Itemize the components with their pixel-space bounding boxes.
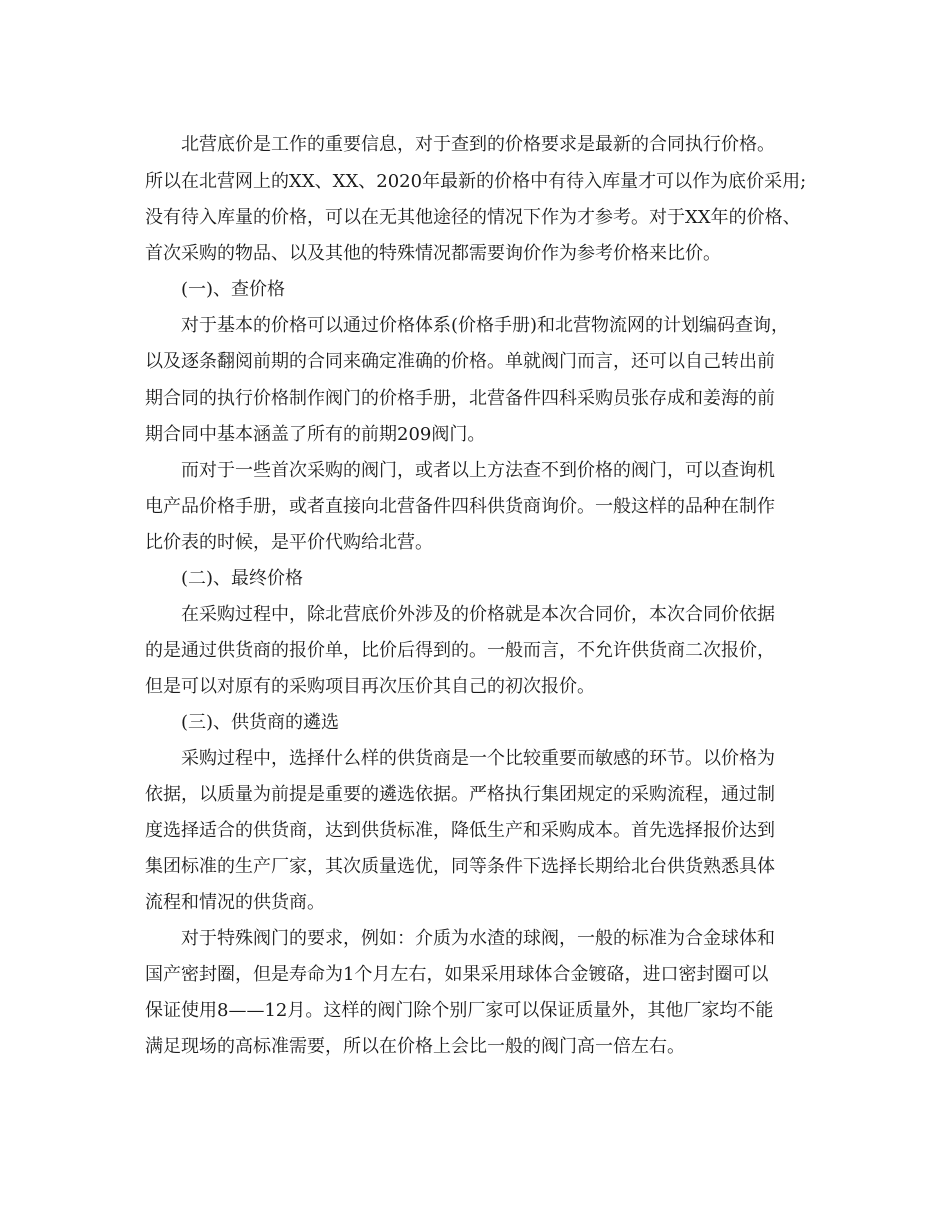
paragraph-line: 而对于一些首次采购的阀门，或者以上方法查不到价格的阀门，可以查询机 bbox=[181, 460, 775, 481]
paragraph-line: 国产密封圈，但是寿命为1个月左右，如果采用球体合金镀硌，进口密封圈可以 bbox=[145, 964, 769, 985]
paragraph-line: 采购过程中，选择什么样的供货商是一个比较重要而敏感的环节。以价格为 bbox=[181, 748, 775, 769]
paragraph-line: 比价表的时候，是平价代购给北营。 bbox=[145, 532, 433, 553]
paragraph-line: 对于特殊阀门的要求，例如：介质为水渣的球阀，一般的标准为合金球体和 bbox=[181, 928, 775, 949]
paragraph-line: 在采购过程中，除北营底价外涉及的价格就是本次合同价，本次合同价依据 bbox=[181, 604, 775, 625]
paragraph-line: 电产品价格手册，或者直接向北营备件四科供货商询价。一般这样的品种在制作 bbox=[145, 496, 775, 517]
paragraph-line: 所以在北营网上的XX、XX、2020年最新的价格中有待入库量才可以作为底价采用; bbox=[145, 171, 807, 192]
paragraph-line: 的是通过供货商的报价单，比价后得到的。一般而言，不允许供货商二次报价， bbox=[145, 640, 775, 661]
paragraph-line: 度选择适合的供货商，达到供货标准，降低生产和采购成本。首先选择报价达到 bbox=[145, 820, 775, 841]
paragraph-line: 对于基本的价格可以通过价格体系(价格手册)和北营物流网的计划编码查询， bbox=[181, 315, 790, 336]
paragraph-line: 保证使用8——12月。这样的阀门除个别厂家可以保证质量外，其他厂家均不能 bbox=[145, 1000, 774, 1021]
section-heading: (三)、供货商的遴选 bbox=[181, 712, 340, 733]
paragraph-line: 期合同的执行价格制作阀门的价格手册，北营备件四科采购员张存成和姜海的前 bbox=[145, 388, 775, 409]
paragraph-line: 北营底价是工作的重要信息，对于查到的价格要求是最新的合同执行价格。 bbox=[181, 134, 775, 155]
paragraph-line: 满足现场的高标准需要，所以在价格上会比一般的阀门高一倍左右。 bbox=[145, 1036, 685, 1057]
section-heading: (二)、最终价格 bbox=[181, 568, 304, 589]
paragraph-line: 以及逐条翻阅前期的合同来确定准确的价格。单就阀门而言，还可以自己转出前 bbox=[145, 351, 775, 372]
paragraph-line: 集团标准的生产厂家，其次质量选优，同等条件下选择长期给北台供货熟悉具体 bbox=[145, 856, 775, 877]
paragraph-line: 依据，以质量为前提是重要的遴选依据。严格执行集团规定的采购流程，通过制 bbox=[145, 784, 775, 805]
paragraph-line: 期合同中基本涵盖了所有的前期209阀门。 bbox=[145, 424, 486, 445]
paragraph-line: 没有待入库量的价格，可以在无其他途径的情况下作为才参考。对于XX年的价格、 bbox=[145, 207, 801, 228]
paragraph-line: 首次采购的物品、以及其他的特殊情况都需要询价作为参考价格来比价。 bbox=[145, 243, 721, 264]
paragraph-line: 流程和情况的供货商。 bbox=[145, 892, 325, 913]
section-heading: (一)、查价格 bbox=[181, 279, 286, 300]
paragraph-line: 但是可以对原有的采购项目再次压价其自己的初次报价。 bbox=[145, 676, 595, 697]
